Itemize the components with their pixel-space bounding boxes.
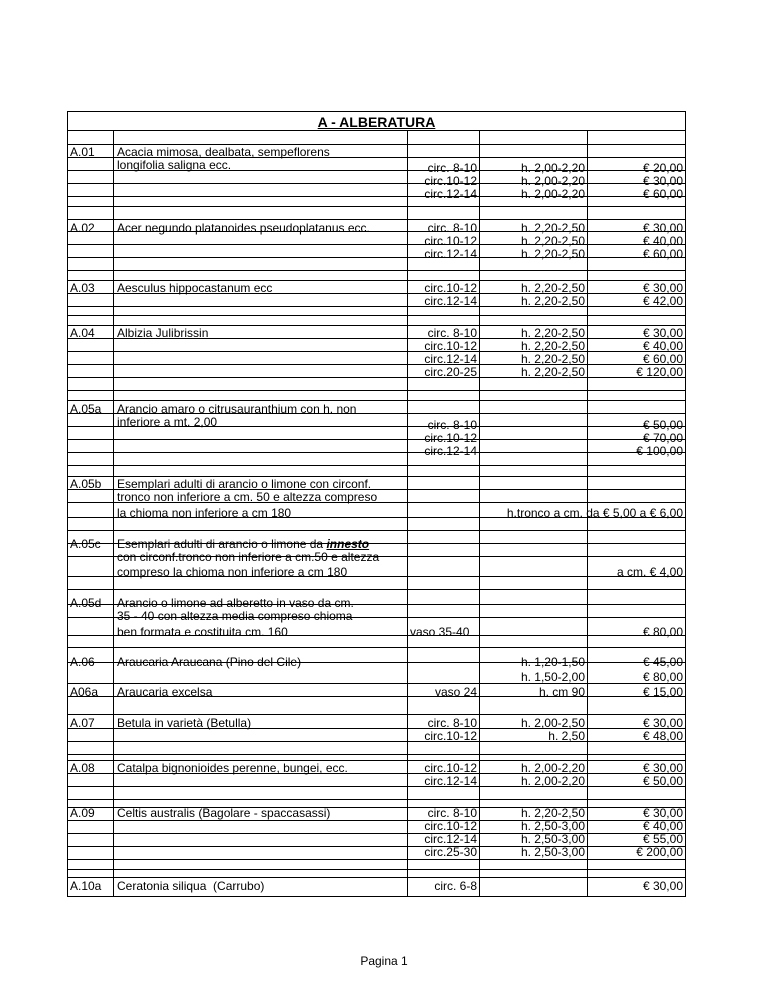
item-desc: longifolia saligna ecc.: [117, 158, 232, 172]
item-desc: compreso la chioma non inferiore a cm 180: [117, 565, 348, 579]
item-price: € 45,00: [642, 655, 683, 669]
item-circ: circ.10-12: [424, 174, 477, 188]
item-price: € 30,00: [642, 806, 683, 820]
item-height: h. 2,50-3,00: [520, 832, 585, 846]
grid-line-horizontal: [67, 315, 686, 316]
item-height: h. 1,50-2,00: [520, 670, 585, 684]
item-circ: circ.12-14: [424, 294, 477, 308]
item-price: € 20,00: [642, 161, 683, 175]
item-height: h. 2,50-3,00: [520, 819, 585, 833]
item-desc: ben formata e costituita cm. 160: [117, 625, 288, 639]
item-price: € 40,00: [642, 234, 683, 248]
item-note: a cm. € 4,00: [616, 565, 683, 579]
item-code: A.01: [70, 145, 95, 159]
item-price: € 80,00: [642, 670, 683, 684]
emphasis-innesto: innesto: [326, 537, 370, 551]
grid-line-horizontal: [67, 896, 686, 897]
item-desc: Albizia Julibrissin: [117, 326, 209, 340]
item-circ: circ.10-12: [424, 761, 477, 775]
item-price: € 30,00: [642, 174, 683, 188]
item-height: h. 2,20-2,50: [520, 294, 585, 308]
grid-line-horizontal: [67, 196, 686, 197]
item-price: € 40,00: [642, 819, 683, 833]
item-circ: circ.12-14: [424, 444, 477, 458]
grid-line-vertical: [685, 111, 686, 896]
grid-line-horizontal: [67, 257, 686, 258]
item-circ: circ.10-12: [424, 819, 477, 833]
item-desc: Catalpa bignonioides perenne, bungei, ecc.: [117, 761, 348, 775]
item-desc: Esemplari adulti di arancio o limone con circonf.: [117, 477, 372, 491]
item-circ: circ.12-14: [424, 832, 477, 846]
item-height: h. cm 90: [538, 685, 585, 699]
sheet-title: A - ALBERATURA: [317, 114, 436, 130]
grid-line-horizontal: [67, 219, 686, 220]
item-circ: circ.10-12: [424, 729, 477, 743]
grid-line-horizontal: [67, 859, 686, 860]
item-price: € 120,00: [636, 365, 683, 379]
item-height: h. 2,00-2,20: [520, 161, 585, 175]
item-circ: circ. 8-10: [427, 806, 477, 820]
price-list-sheet: [67, 111, 686, 896]
item-height: h. 2,20-2,50: [520, 234, 585, 248]
grid-line-horizontal: [67, 206, 686, 207]
item-desc: Celtis australis (Bagolare - spaccasassi): [117, 806, 331, 820]
item-circ: circ.10-12: [424, 281, 477, 295]
item-height: h. 2,00-2,20: [520, 187, 585, 201]
item-height: h. 2,20-2,50: [520, 339, 585, 353]
grid-line-horizontal: [67, 714, 686, 715]
item-price: € 55,00: [642, 832, 683, 846]
item-code: A.02: [70, 221, 95, 235]
grid-line-horizontal: [67, 754, 686, 755]
grid-line-horizontal: [67, 820, 686, 821]
item-price: € 42,00: [642, 294, 683, 308]
grid-line-horizontal: [67, 351, 686, 352]
item-circ: circ.12-14: [424, 247, 477, 261]
item-price: € 50,00: [642, 418, 683, 432]
item-desc: inferiore a mt. 2,00: [117, 415, 218, 429]
item-desc: la chioma non inferiore a cm 180: [117, 506, 292, 520]
item-circ: circ. 8-10: [427, 161, 477, 175]
item-height: h. 2,20-2,50: [520, 352, 585, 366]
item-circ: vaso 35-40: [410, 625, 470, 639]
item-height: h. 2,50-3,00: [520, 845, 585, 859]
item-code: A.07: [70, 716, 95, 730]
item-price: € 200,00: [636, 845, 683, 859]
item-note: h.tronco a cm. da € 5,00 a € 6,00: [506, 506, 683, 520]
grid-line-horizontal: [67, 439, 686, 440]
page-footer: Pagina 1: [360, 954, 408, 968]
item-circ: circ. 8-10: [427, 221, 477, 235]
grid-line-horizontal: [67, 452, 686, 453]
item-circ: circ. 8-10: [427, 716, 477, 730]
item-height: h. 2,20-2,50: [520, 365, 585, 379]
item-height: h. 2,20-2,50: [520, 806, 585, 820]
item-code: A.08: [70, 761, 95, 775]
item-code: A.05b: [70, 477, 102, 491]
item-desc: Acacia mimosa, dealbata, sempeflorens: [117, 145, 330, 159]
item-price: € 30,00: [642, 221, 683, 235]
item-height: h. 2,00-2,50: [520, 716, 585, 730]
grid-line-vertical: [479, 130, 480, 896]
grid-line-horizontal: [67, 877, 686, 878]
item-code: A.09: [70, 806, 95, 820]
item-desc: Acer negundo platanoides pseudoplatanus ecc.: [117, 221, 370, 235]
grid-line-horizontal: [67, 400, 686, 401]
item-price: € 60,00: [642, 352, 683, 366]
item-code: A.04: [70, 326, 95, 340]
item-circ: circ.12-14: [424, 774, 477, 788]
item-desc: tronco non inferiore a cm. 50 e altezza compreso: [117, 490, 378, 504]
item-circ: circ.12-14: [424, 187, 477, 201]
item-code: A.05a: [70, 402, 102, 416]
item-price: € 80,00: [642, 625, 683, 639]
item-price: € 30,00: [642, 716, 683, 730]
item-desc: Esemplari adulti di arancio o limone da innesto: [117, 537, 370, 551]
item-height: h. 2,20-2,50: [520, 326, 585, 340]
item-circ: circ.20-25: [424, 365, 477, 379]
item-price: € 100,00: [636, 444, 683, 458]
item-price: € 48,00: [642, 729, 683, 743]
grid-line-horizontal: [67, 846, 686, 847]
grid-line-horizontal: [67, 869, 686, 870]
grid-line-horizontal: [67, 377, 686, 378]
item-price: € 30,00: [642, 879, 683, 893]
item-height: h. 2,20-2,50: [520, 281, 585, 295]
item-price: € 50,00: [642, 774, 683, 788]
item-circ: circ. 6-8: [434, 879, 477, 893]
grid-line-vertical: [407, 130, 408, 896]
item-height: h. 2,00-2,20: [520, 174, 585, 188]
item-height: h. 2,20-2,50: [520, 221, 585, 235]
grid-line-horizontal: [67, 786, 686, 787]
item-circ: circ.10-12: [424, 234, 477, 248]
item-circ: vaso 24: [434, 685, 477, 699]
grid-line-horizontal: [67, 799, 686, 800]
grid-line-horizontal: [67, 683, 686, 684]
item-circ: circ. 8-10: [427, 326, 477, 340]
item-height: h. 2,50: [548, 729, 585, 743]
item-circ: circ. 8-10: [427, 418, 477, 432]
item-price: € 15,00: [642, 685, 683, 699]
item-code: A.05d: [70, 596, 102, 610]
grid-line-horizontal: [67, 306, 686, 307]
item-code: A06a: [70, 685, 99, 699]
item-code: A.06: [70, 655, 95, 669]
grid-line-horizontal: [67, 130, 686, 131]
item-code: A.03: [70, 281, 95, 295]
grid-line-horizontal: [67, 111, 686, 112]
item-height: h. 2,20-2,50: [520, 247, 585, 261]
grid-line-horizontal: [67, 390, 686, 391]
item-desc: 35 - 40 con altezza media compreso chioma: [117, 609, 353, 623]
grid-line-horizontal: [67, 741, 686, 742]
item-code: A.05c: [70, 537, 101, 551]
item-height: h. 2,00-2,20: [520, 774, 585, 788]
grid-line-horizontal: [67, 364, 686, 365]
item-circ: circ.25-30: [424, 845, 477, 859]
item-price: € 70,00: [642, 431, 683, 445]
grid-line-horizontal: [67, 465, 686, 466]
grid-line-horizontal: [67, 183, 686, 184]
grid-line-horizontal: [67, 589, 686, 590]
item-price: € 30,00: [642, 326, 683, 340]
item-circ: circ.10-12: [424, 339, 477, 353]
item-price: € 30,00: [642, 281, 683, 295]
grid-line-horizontal: [67, 244, 686, 245]
item-desc: Araucaria excelsa: [117, 685, 213, 699]
item-height: h. 1,20-1,50: [520, 655, 585, 669]
item-price: € 60,00: [642, 187, 683, 201]
item-price: € 30,00: [642, 761, 683, 775]
grid-line-vertical: [67, 111, 68, 896]
item-circ: circ.12-14: [424, 352, 477, 366]
grid-line-horizontal: [67, 833, 686, 834]
item-circ: circ.10-12: [424, 431, 477, 445]
grid-line-horizontal: [67, 270, 686, 271]
item-desc: Ceratonia siliqua (Carrubo): [117, 879, 265, 893]
item-desc: Betula in varietà (Betulla): [117, 716, 252, 730]
item-price: € 60,00: [642, 247, 683, 261]
item-code: A.10a: [70, 879, 102, 893]
item-desc: con circonf.tronco non inferiore a cm.50 e altezza: [117, 550, 380, 564]
item-height: h. 2,00-2,20: [520, 761, 585, 775]
grid-line-horizontal: [67, 530, 686, 531]
item-desc: Arancio amaro o citrusauranthium con h. non: [117, 402, 357, 416]
item-desc: Arancio o limone ad alberetto in vaso da cm.: [117, 596, 354, 610]
grid-line-horizontal: [67, 647, 686, 648]
item-price: € 40,00: [642, 339, 683, 353]
item-desc: Araucaria Araucana (Pino del Cile): [117, 655, 302, 669]
grid-line-vertical: [113, 130, 114, 896]
item-desc: Aesculus hippocastanum ecc: [117, 281, 273, 295]
